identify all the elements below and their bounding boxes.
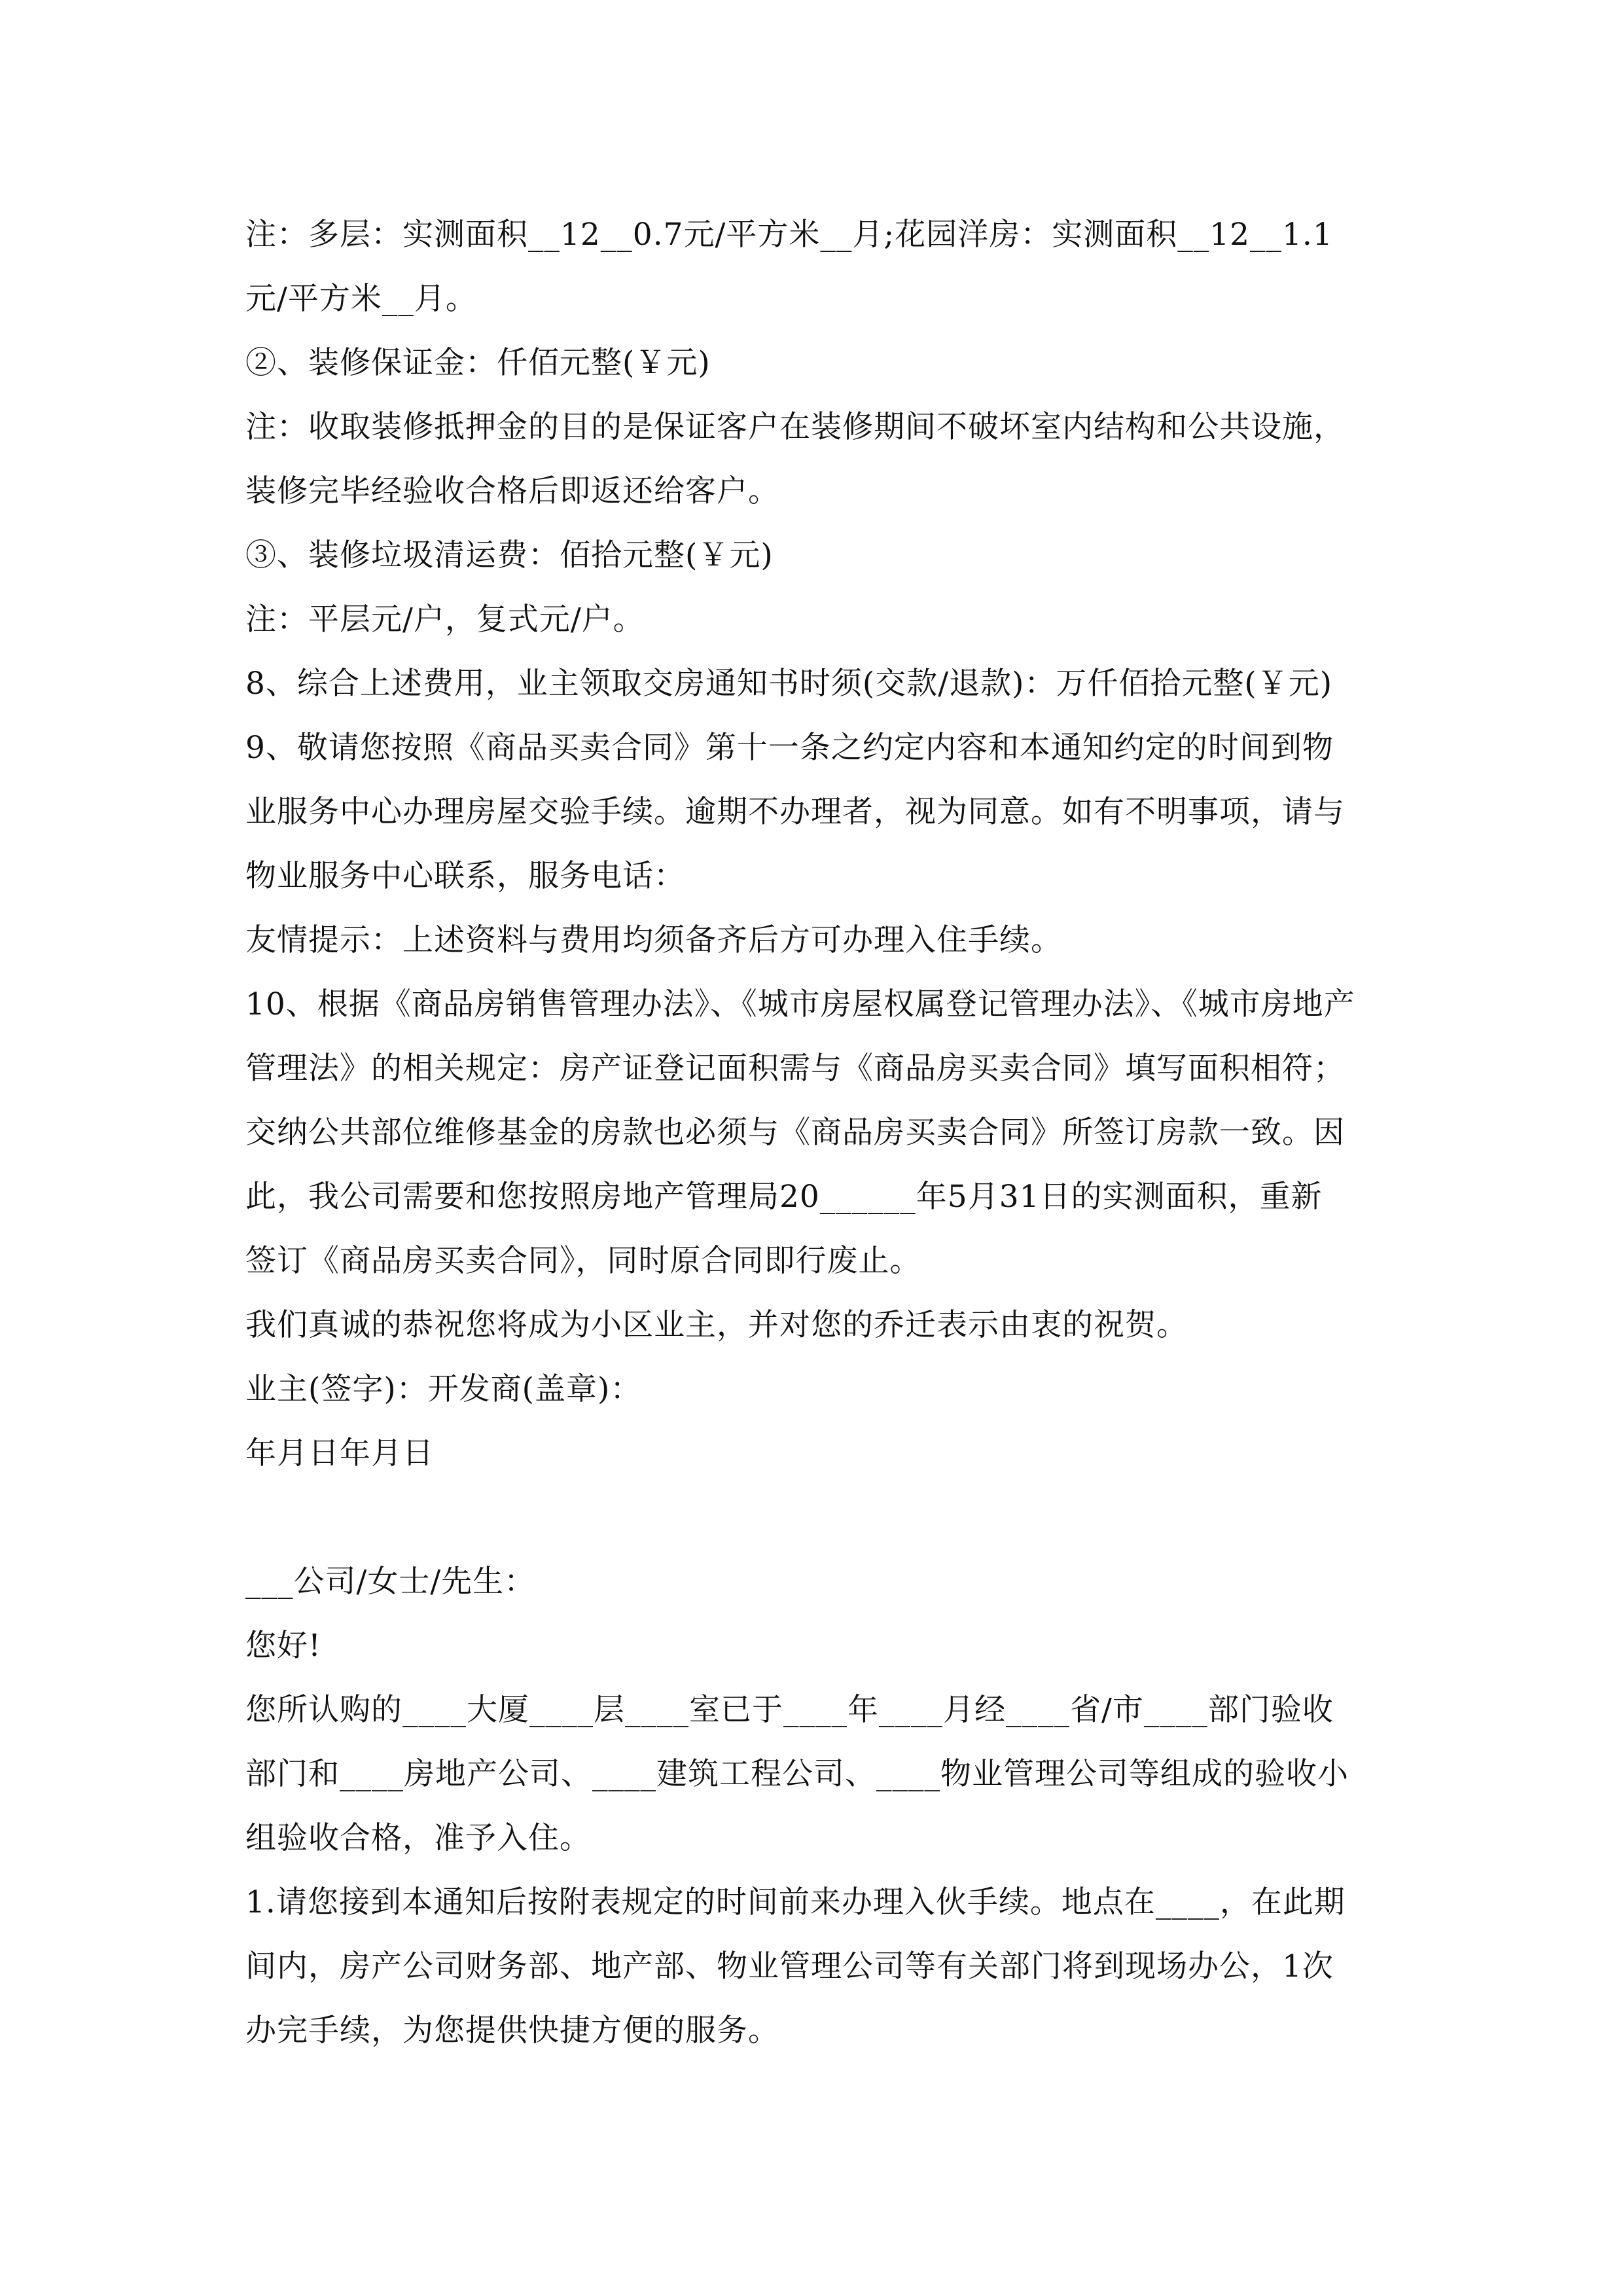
text-line: 组验收合格，准予入住。 [245, 1820, 591, 1856]
text-line: 注：多层：实测面积__12__0.7元/平方米__月;花园洋房：实测面积__12__1.1 [245, 217, 1333, 253]
text-line: 此，我公司需要和您按照房地产管理局20______年5月31日的实测面积，重新 [245, 1179, 1323, 1215]
text-line: 部门和____房地产公司、____建筑工程公司、____物业管理公司等组成的验收小 [245, 1756, 1349, 1792]
text-line: 10、根据《商品房销售管理办法》、《城市房屋权属登记管理办法》、《城市房地产 [245, 986, 1355, 1022]
text-line: 签订《商品房买卖合同》，同时原合同即行废止。 [245, 1243, 921, 1279]
text-line: 您所认购的____大厦____层____室已于____年____月经____省/市____部门验收 [245, 1692, 1334, 1728]
text-line: 间内，房产公司财务部、地产部、物业管理公司等有关部门将到现场办公，1次 [245, 1948, 1334, 1984]
text-line: ②、装修保证金：仟佰元整(￥元) [245, 345, 711, 381]
text-line: 交纳公共部位维修基金的房款也必须与《商品房买卖合同》所签订房款一致。因 [245, 1115, 1345, 1151]
section-gap [245, 1486, 1397, 1550]
text-line: 我们真诚的恭祝您将成为小区业主，并对您的乔迁表示由衷的祝贺。 [245, 1307, 1188, 1343]
text-line: 装修完毕经验收合格后即返还给客户。 [245, 473, 779, 509]
document-body [245, 203, 1397, 2063]
text-line: 管理法》的相关规定：房产证登记面积需与《商品房买卖合同》填写面积相符； [245, 1050, 1345, 1086]
text-line: 元/平方米__月。 [245, 281, 477, 317]
text-line: ③、装修垃圾清运费：佰拾元整(￥元) [245, 537, 774, 573]
text-line: 9、敬请您按照《商品买卖合同》第十一条之约定内容和本通知约定的时间到物 [245, 730, 1334, 766]
text-line: 注：平层元/户，复式元/户。 [245, 601, 645, 637]
text-line: 办完手续，为您提供快捷方便的服务。 [245, 2013, 779, 2049]
text-line: 8、综合上述费用，业主领取交房通知书时须(交款/退款)：万仟佰拾元整(￥元) [245, 666, 1333, 702]
text-line: 友情提示：上述资料与费用均须备齐后方可办理入住手续。 [245, 922, 1062, 958]
text-line: 业服务中心办理房屋交验手续。逾期不办理者，视为同意。如有不明事项，请与 [245, 794, 1345, 830]
signature-line: 业主(签字)：开发商(盖章)： [245, 1371, 642, 1407]
text-line: 注：收取装修抵押金的目的是保证客户在装修期间不破坏室内结构和公共设施， [245, 409, 1345, 445]
text-line: 1.请您接到本通知后按附表规定的时间前来办理入伙手续。地点在____，在此期 [245, 1884, 1346, 1920]
greeting-line: 您好! [245, 1628, 321, 1664]
salutation-line: ___公司/女士/先生： [245, 1564, 536, 1600]
text-line: 物业服务中心联系，服务电话： [245, 858, 685, 894]
date-line: 年月日年月日 [245, 1435, 434, 1471]
